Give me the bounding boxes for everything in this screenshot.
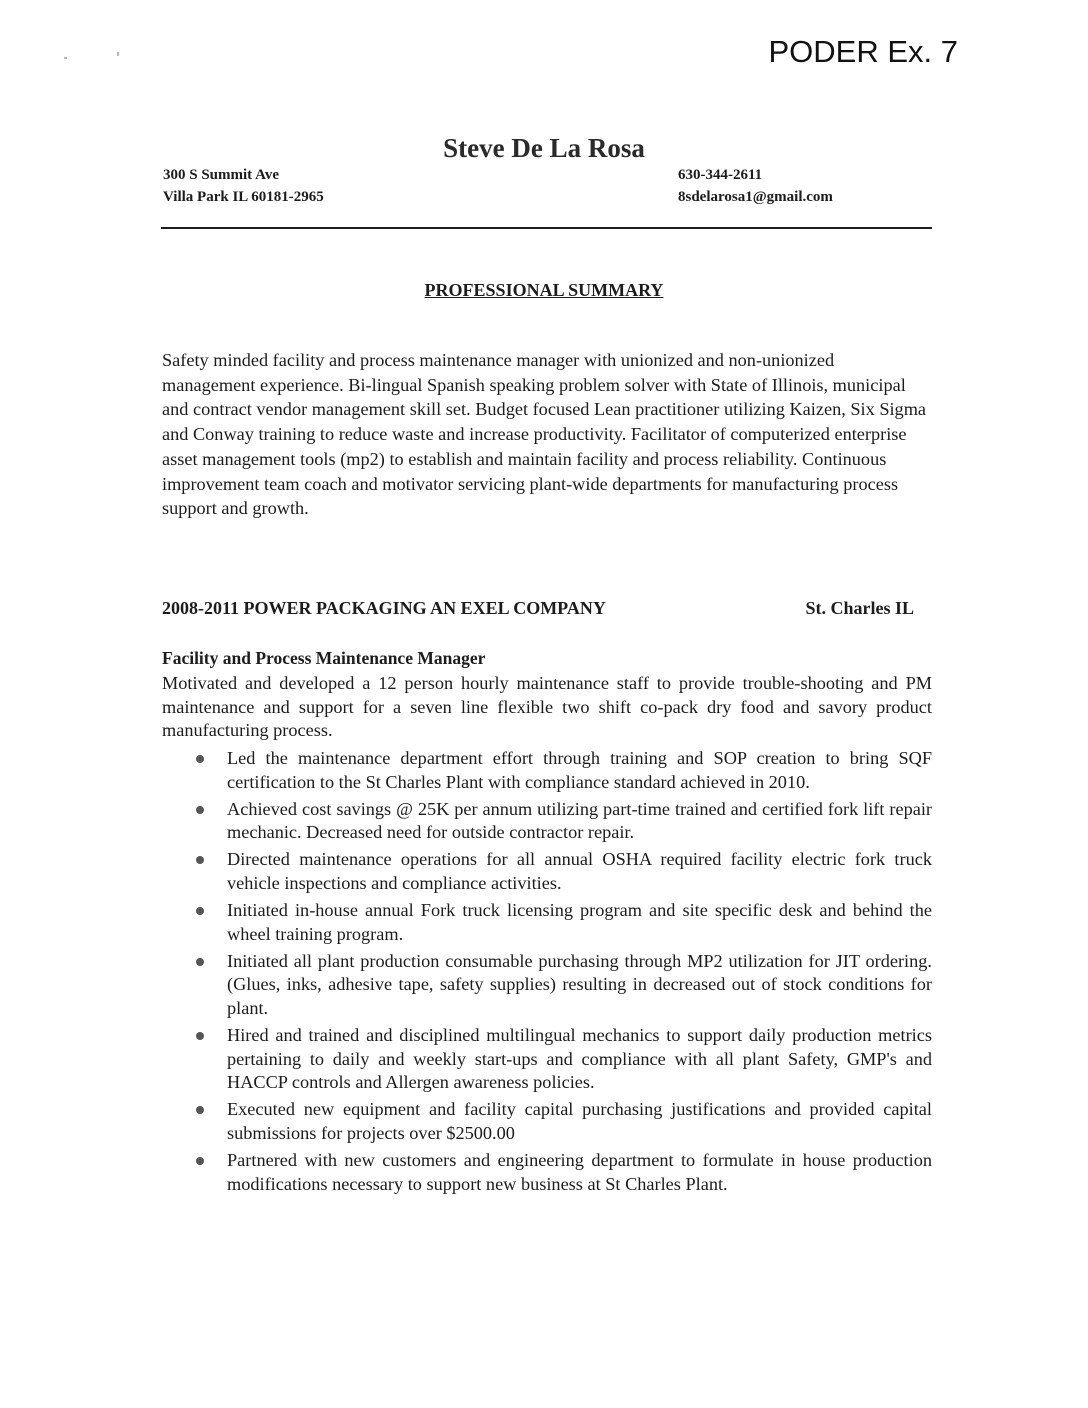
list-item: [162, 899, 932, 946]
list-item: [162, 950, 932, 1021]
job-heading: 2008-2011 POWER PACKAGING AN EXEL COMPANY: [162, 598, 606, 618]
bullet-icon: [196, 1032, 204, 1040]
bullet-text: Initiated in-house annual Fork truck licensing program and site specific desk and behind the wheel training program.: [227, 900, 932, 944]
bullet-icon: [196, 806, 204, 814]
bullet-icon: [196, 958, 204, 966]
bullet-text: Directed maintenance operations for all annual OSHA required facility electric fork truck vehicle inspections and compliance activities.: [227, 849, 932, 893]
job-description: Motivated and developed a 12 person hourly maintenance staff to provide trouble-shooting and PM maintenance and support for a seven line flexible two shift co-pack dry food and savory product manufacturing process.: [162, 673, 932, 740]
bullet-text: Hired and trained and disciplined multilingual mechanics to support daily production metrics pertaining to daily and weekly start-ups and compliance with all plant Safety, GMP's and HACCP controls and Allergen awareness policies.: [227, 1025, 932, 1093]
contact-block: [678, 164, 833, 208]
address-line-1: 300 S Summit Ave: [163, 167, 279, 183]
bullet-text: Initiated all plant production consumable purchasing through MP2 utilization for JIT ordering. (Glues, inks, adhesive tape, safety supplies) resulting in decreased out of stock conditions for plant.: [227, 950, 932, 1018]
bullet-icon: [196, 907, 204, 915]
email-address: 8sdelarosa1@gmail.com: [678, 189, 833, 205]
job-title: Facility and Process Maintenance Manager: [162, 648, 486, 668]
job-header: [162, 598, 914, 619]
header-divider: [161, 227, 932, 229]
scan-speck: [117, 52, 119, 56]
address-block: [163, 164, 324, 208]
address-line-2: Villa Park IL 60181-2965: [163, 189, 324, 205]
list-item: [162, 1149, 932, 1196]
summary-text: Safety minded facility and process maintenance manager with unionized and non-unionized management experience. Bi-lingual Spanish speaking problem solver with State of Illinois, municipal and contract vendor management skill set. Budget focused Lean practitioner utilizing Kaizen, Six Sigma and Conway training to reduce waste and increase productivity. Facilitator of computerized enterprise asset management tools (mp2) to establish and maintain facility and process reliability. Continuous improvement team coach and motivator servicing plant-wide departments for manufacturing process support and growth.: [162, 350, 927, 519]
job-location: St. Charles IL: [805, 598, 914, 618]
list-item: [162, 798, 932, 845]
accomplishment-list: [162, 747, 932, 1200]
bullet-text: Executed new equipment and facility capital purchasing justifications and provided capital submissions for projects over $2500.00: [227, 1099, 932, 1143]
bullet-icon: [196, 856, 204, 864]
scan-speck: [64, 57, 67, 59]
exhibit-label: PODER Ex. 7: [768, 34, 958, 69]
bullet-text: Partnered with new customers and engineering department to formulate in house production modifications necessary to support new business at St Charles Plant.: [227, 1150, 932, 1194]
bullet-text: Led the maintenance department effort through training and SOP creation to bring SQF certification to the St Charles Plant with compliance standard achieved in 2010.: [227, 748, 932, 792]
bullet-icon: [196, 1157, 204, 1165]
bullet-text: Achieved cost savings @ 25K per annum utilizing part-time trained and certified fork lift repair mechanic. Decreased need for outside contractor repair.: [227, 798, 932, 843]
resume-name: Steve De La Rosa: [443, 133, 645, 163]
list-item: [162, 1024, 932, 1095]
bullet-icon: [196, 755, 204, 763]
phone-number: 630-344-2611: [678, 167, 763, 183]
bullet-icon: [196, 1106, 204, 1114]
list-item: [162, 1098, 932, 1145]
list-item: [162, 848, 932, 895]
summary-heading: PROFESSIONAL SUMMARY: [424, 280, 664, 300]
list-item: [162, 747, 932, 794]
